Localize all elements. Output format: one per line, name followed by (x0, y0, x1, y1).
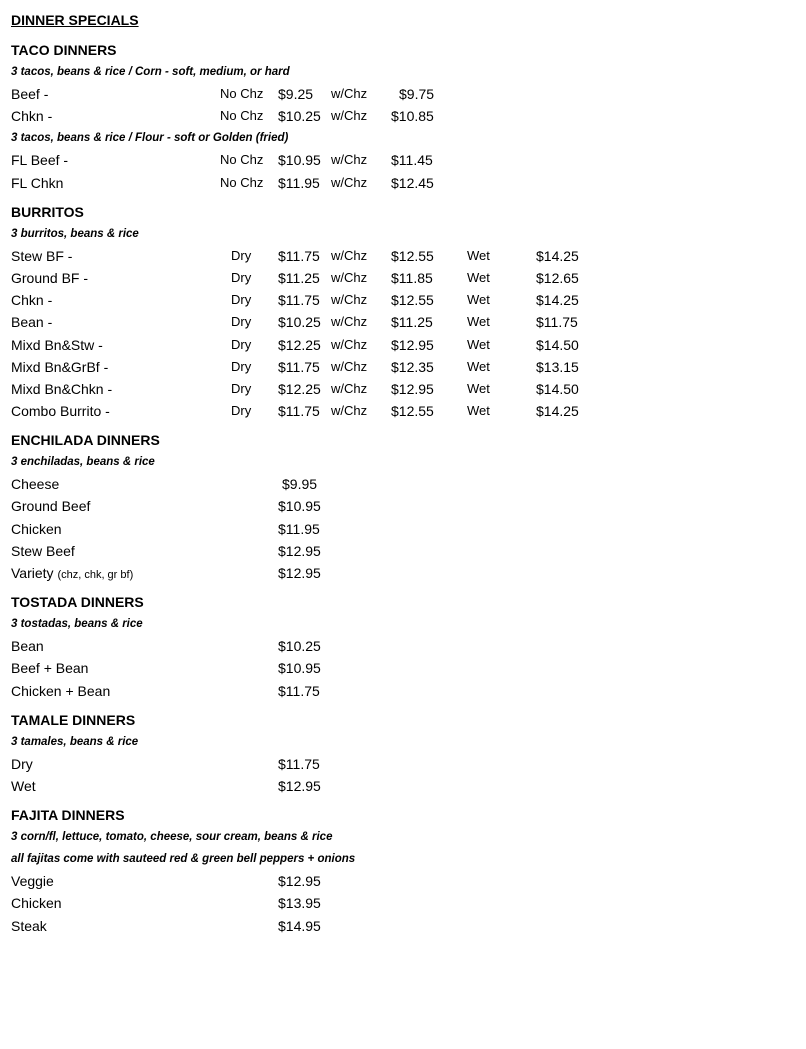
menu-row (11, 495, 801, 517)
menu-row (11, 775, 801, 797)
with-cheese-price: $11.85 (391, 269, 433, 286)
fajita-note-2: all fajitas come with sauteed red & green bell peppers + onions (11, 853, 356, 866)
with-cheese-label: w/Chz (331, 174, 368, 190)
with-cheese-price: $12.35 (391, 358, 434, 375)
wet-label: Wet (467, 358, 490, 374)
item-price: $11.75 (278, 682, 320, 699)
item-name: Ground Beef (11, 498, 91, 515)
tamale-note: 3 tamales, beans & rice (11, 735, 139, 748)
item-name: FL Beef - (11, 152, 69, 169)
wet-price: $14.25 (536, 247, 579, 264)
no-cheese-price: $10.25 (278, 108, 321, 125)
menu-row (11, 378, 801, 400)
menu-row (11, 657, 801, 679)
item-price: $11.75 (278, 755, 320, 772)
item-name: Chicken (11, 520, 62, 537)
wet-label: Wet (467, 380, 490, 396)
menu-row (11, 334, 801, 356)
item-name: FL Chkn (11, 174, 64, 191)
dry-label: Dry (231, 292, 252, 308)
burrito-list (11, 245, 801, 423)
item-price: $10.95 (278, 498, 321, 515)
fajita-note-1: 3 corn/fl, lettuce, tomato, cheese, sour cream, beans & rice (11, 831, 333, 844)
dry-price: $10.25 (278, 314, 321, 331)
item-name: Chkn - (11, 108, 53, 125)
item-name: Ground BF - (11, 269, 89, 286)
dry-price: $12.25 (278, 336, 321, 353)
wet-price: $11.75 (536, 314, 578, 331)
wet-label: Wet (467, 269, 490, 285)
dry-price: $11.25 (278, 269, 320, 286)
wet-label: Wet (467, 292, 490, 308)
with-cheese-label: w/Chz (331, 152, 368, 168)
wet-price: $14.25 (536, 403, 579, 420)
menu-row (11, 83, 801, 105)
wet-label: Wet (467, 336, 490, 352)
item-name: Chkn - (11, 292, 53, 309)
menu-row (11, 356, 801, 378)
menu-row (11, 870, 801, 892)
menu-row (11, 562, 801, 584)
section-title-taco: TACO DINNERS (11, 42, 117, 58)
enchilada-note: 3 enchiladas, beans & rice (11, 456, 155, 469)
item-name: Wet (11, 777, 36, 794)
dry-label: Dry (231, 269, 252, 285)
wet-label: Wet (467, 314, 490, 330)
with-cheese-label: w/Chz (331, 358, 368, 374)
menu-row (11, 892, 801, 914)
item-price: $12.95 (278, 542, 321, 559)
item-name: Beef - (11, 86, 49, 102)
with-cheese-price: $9.75 (399, 86, 435, 102)
section-title-tostada: TOSTADA DINNERS (11, 594, 144, 611)
item-name: Chicken + Bean (11, 682, 111, 699)
item-name: Mixd Bn&Chkn - (11, 380, 113, 397)
item-detail: (chz, chk, gr bf) (57, 569, 134, 581)
no-cheese-price: $10.95 (278, 152, 321, 169)
taco-corn-note: 3 tacos, beans & rice / Corn - soft, medium, or hard (11, 66, 290, 78)
burritos-note: 3 burritos, beans & rice (11, 227, 139, 240)
with-cheese-price: $12.95 (391, 336, 434, 353)
item-name: Beef + Bean (11, 660, 89, 677)
item-name (11, 562, 133, 586)
wet-price: $13.15 (536, 358, 579, 375)
item-price: $10.95 (278, 660, 321, 677)
menu-page (11, 10, 801, 937)
with-cheese-label: w/Chz (331, 336, 368, 352)
item-name: Combo Burrito - (11, 403, 110, 420)
with-cheese-label: w/Chz (331, 269, 368, 285)
item-price: $9.95 (282, 476, 318, 493)
item-name: Stew Beef (11, 542, 75, 559)
wet-price: $14.50 (536, 380, 579, 397)
item-price: $12.95 (278, 565, 321, 581)
with-cheese-label: w/Chz (331, 247, 368, 263)
no-cheese-label: No Chz (220, 152, 264, 168)
item-name: Bean - (11, 314, 53, 331)
dry-label: Dry (231, 336, 252, 352)
with-cheese-label: w/Chz (331, 403, 368, 419)
with-cheese-price: $12.55 (391, 403, 434, 420)
item-price: $11.95 (278, 520, 320, 537)
with-cheese-price: $12.55 (391, 292, 434, 309)
item-price: $12.95 (278, 873, 321, 890)
dry-price: $11.75 (278, 292, 320, 309)
dry-label: Dry (231, 314, 252, 330)
menu-row (11, 400, 801, 422)
with-cheese-price: $10.85 (391, 108, 434, 125)
item-name: Mixd Bn&Stw - (11, 336, 103, 353)
wet-price: $12.65 (536, 269, 579, 286)
with-cheese-price: $12.95 (391, 380, 434, 397)
menu-row (11, 680, 801, 702)
taco-flour-note: 3 tacos, beans & rice / Flour - soft or Golden (fried) (11, 132, 289, 145)
dry-label: Dry (231, 380, 252, 396)
menu-row (11, 105, 801, 127)
item-name: Veggie (11, 873, 54, 890)
dry-price: $11.75 (278, 403, 320, 420)
section-title-fajita: FAJITA DINNERS (11, 807, 125, 824)
dry-label: Dry (231, 247, 252, 263)
page-title: DINNER SPECIALS (11, 12, 139, 28)
with-cheese-price: $12.45 (391, 174, 434, 191)
menu-row (11, 915, 801, 937)
with-cheese-price: $12.55 (391, 247, 434, 264)
item-name-text: Variety (11, 565, 54, 581)
item-name: Cheese (11, 476, 60, 493)
item-name: Bean (11, 638, 44, 655)
tostada-note: 3 tostadas, beans & rice (11, 618, 143, 631)
item-name: Steak (11, 917, 47, 934)
with-cheese-label: w/Chz (331, 314, 368, 330)
no-cheese-label: No Chz (220, 108, 264, 124)
dry-price: $11.75 (278, 358, 320, 375)
with-cheese-price: $11.45 (391, 152, 433, 169)
menu-row (11, 149, 801, 171)
menu-row (11, 518, 801, 540)
section-title-tamale: TAMALE DINNERS (11, 711, 136, 728)
wet-price: $14.50 (536, 336, 579, 353)
item-price: $12.95 (278, 777, 321, 794)
with-cheese-price: $11.25 (391, 314, 433, 331)
item-price: $14.95 (278, 917, 321, 934)
dry-label: Dry (231, 358, 252, 374)
dry-label: Dry (231, 403, 252, 419)
menu-row (11, 540, 801, 562)
section-title-burritos: BURRITOS (11, 203, 84, 220)
item-name: Mixd Bn&GrBf - (11, 358, 109, 375)
menu-row (11, 753, 801, 775)
no-cheese-label: No Chz (220, 174, 264, 190)
with-cheese-label: w/Chz (331, 108, 368, 124)
menu-row (11, 473, 801, 495)
menu-row (11, 267, 801, 289)
wet-label: Wet (467, 403, 490, 419)
menu-row (11, 172, 801, 194)
with-cheese-label: w/Chz (331, 86, 368, 101)
dry-price: $11.75 (278, 247, 320, 264)
menu-row (11, 245, 801, 267)
with-cheese-label: w/Chz (331, 380, 368, 396)
section-title-enchilada: ENCHILADA DINNERS (11, 432, 160, 449)
with-cheese-label: w/Chz (331, 292, 368, 308)
item-name: Chicken (11, 895, 62, 912)
wet-price: $14.25 (536, 292, 579, 309)
no-cheese-price: $11.95 (278, 174, 320, 191)
no-cheese-price: $9.25 (278, 86, 314, 102)
item-price: $10.25 (278, 638, 321, 655)
menu-row (11, 635, 801, 657)
dry-price: $12.25 (278, 380, 321, 397)
menu-row (11, 289, 801, 311)
item-name: Dry (11, 755, 33, 772)
menu-row (11, 311, 801, 333)
item-name: Stew BF - (11, 247, 73, 264)
item-price: $13.95 (278, 895, 321, 912)
no-cheese-label: No Chz (220, 86, 264, 101)
wet-label: Wet (467, 247, 490, 263)
